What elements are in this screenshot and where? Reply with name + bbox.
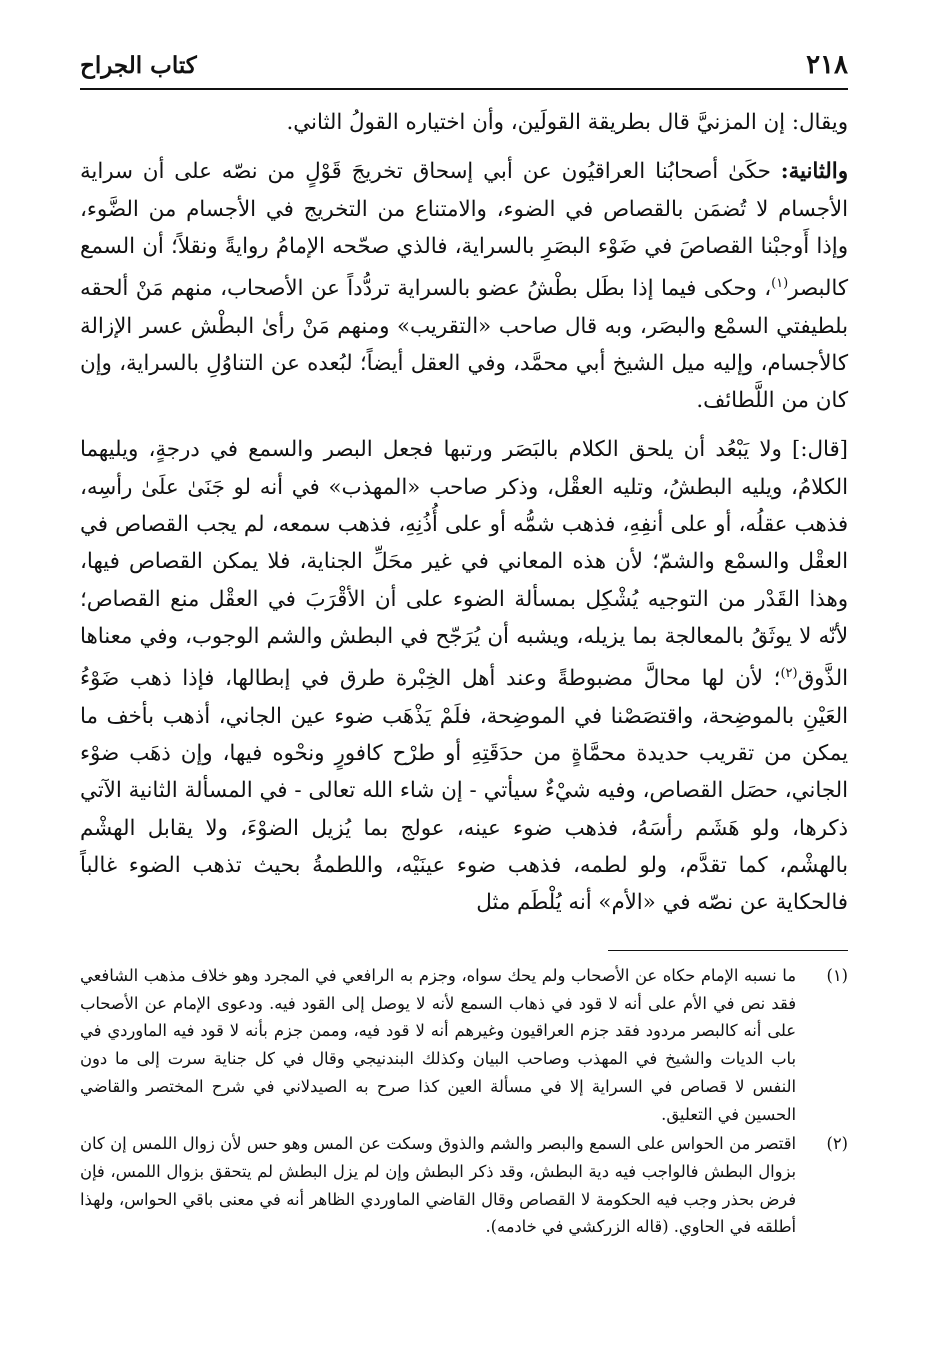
footnote-2-text: اقتصر من الحواس على السمع والبصر والشم والذوق وسكت عن المس وهو حس لأن زوال اللمس إن كان بزوال البطش فالواجب فيه دية البطش، وقد ذكر البطش وإن لم يزل البطش لم يتحقق بزوال اللمس، فإن فرض بحذر وجب فيه الحكومة لا القصاص وقال القاضي الماوردي الظاهر أنه في معنى باقي الحواس، ولهذا أطلقه في الحاوي. (قاله الزركشي في خادمه). — [80, 1134, 796, 1237]
paragraph-3-text-b: ؛ لأن لها محالَّ مضبوطةً وعند أهل الخِبْرة طرق في إبطالها، فإذا ذهب ضَوْءُ العَيْنِ بالموضِحة، واقتصَصْنا في الموضِحة، فلَمْ يَذْهَب ضوء عين الجاني، أذهب بأخف ما يمكن من تقريب حديدة محمَّاةٍ من حدَقَتِهِ أو طرْح كافورٍ ونحْوه فيها، وإن ذهَب ضوْء الجاني، حصَل القصاص، وفيه شيْءٌ سيأتي - إن شاء الله تعالى - في المسألة الثانية الآتي ذكرها، ولو هَشَم رأسَهُ، فذهب ضوء عينه، عولج بما يُزيل الضوْءَ، ولا يقابل الهشْم بالهشْم، كما تقدَّم، ولو لطمه، فذهب ضوء عينَيْه، واللطمةُ بحيث تذهب الضوء غالباً فالحكاية عن نصّه في «الأم» أنه يُلْطَم مثل — [80, 666, 848, 916]
paragraph-3 — [80, 431, 848, 921]
footnote-ref-2[interactable]: (٢) — [780, 666, 798, 682]
paragraph-2-text-a: حكَىٰ أصحابُنا العراقيُون عن أبي إسحاق تخريجَ قَوْلٍ من نصّه على أن سراية الأجسام لا تُضمَن بالقصاص في الضوء، والامتناع من التخريج في الأجسام من الضَّوء، وإذا أَوجبْنا القصاصَ في ضَوْء البصَرِ بالسراية، فالذي صحّحه الإمامُ روايةً ونقلاً؛ أن السمع كالبصر — [80, 159, 848, 302]
paragraph-1 — [80, 104, 848, 141]
paragraph-2-text-b: ، وحكى فيما إذا بطَل بطْشُ عضو بالسراية تردُّداً عن الأصحاب، منهم مَنْ ألحقه بلطيفتي السمْع والبصَر، وبه قال صاحب «التقريب» ومنهم مَنْ رأىٰ البطْش عسر الإزالة كالأجسام، وإليه ميل الشيخ أبي محمَّد، وفي العقل أيضاً؛ لبُعده عن التناوُلِ بالسراية، وإن كان من اللَّطائف. — [80, 276, 848, 414]
footnote-2-number: (٢) — [826, 1134, 848, 1154]
footnote-1-text: ما نسبه الإمام حكاه عن الأصحاب ولم يحك سواه، وجزم به الرافعي في المجرد وهو خلاف مذهب الشافعي فقد نص في الأم على أنه لا قود في ذهاب السمع لأنه لا يوصل إلى القود فيه. ودعوى الإمام عن الأصحاب على أنه كالبصر مردود فقد جزم العراقيون وغيرهم أنه لا قود فيه، وممن جزم بأنه لا قود فيه الماوردي في باب الديات والشيخ في المهذب وصاحب البيان وكذلك البندنيجي وقال في كل جناية سرت إلى ما دون النفس لا قصاص في السراية إلا في مسألة العين كذا صرح به الصيدلاني في شرح المختصر والقاضي الحسين في التعليق. — [80, 966, 796, 1124]
page-header — [80, 46, 848, 90]
paragraph-2-lead: والثانية: — [780, 159, 848, 185]
paragraph-3-text-a: [قال:] ولا يَبْعُد أن يلحق الكلام بالبَصَر ورتبها فجعل البصر والسمع في درجةٍ، ويليهما الكلامُ، ويليه البطشُ، وتليه العقْل، وذكر صاحب «المهذب» في أنه لو جَنَىٰ علَىٰ رأسِه، فذهب عقلُه، أو على أنفِهِ، فذهب شمُّه أو على أُذُنِهِ، فذهب سمعه، لم يجب القصاص في العقْل والسمْع والشمّ؛ لأن هذه المعاني في غير محَلِّ الجناية، فلا يمكن القصاص فيها، وهذا القَدْر من التوجيه يُشْكِل بمسألة الضوء على أن الأقْرَبَ في العقْل منع القصاص؛ لأنّه لا يوثَقُ بالمعالجة بما يزيله، ويشبه أن يُرَجّح في البطش والشم الوجوب، وفي معناها الذَّوق — [80, 437, 848, 692]
footnote-2 — [80, 1130, 848, 1241]
running-title: كتاب الجراح — [80, 52, 197, 79]
page-number: ٢١٨ — [806, 50, 848, 80]
footnote-1-number: (١) — [826, 966, 848, 985]
footnotes — [80, 962, 848, 1243]
footnote-ref-1[interactable]: (١) — [771, 276, 789, 292]
paragraph-2 — [80, 153, 848, 419]
footnote-separator — [608, 950, 848, 951]
footnote-1 — [80, 962, 848, 1128]
main-text — [80, 104, 848, 933]
paragraph-1-text: ويقال: إن المزنيَّ قال بطريقة القولَين، وأن اختياره القولُ الثاني. — [286, 110, 848, 135]
